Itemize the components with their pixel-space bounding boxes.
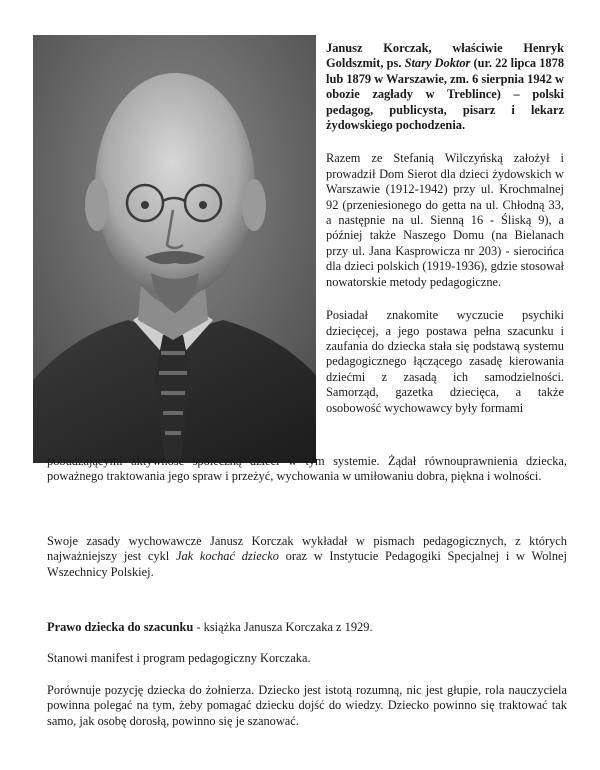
works-before: Swoje zasady wychowawcze Janusz Korczak wykładał w pismach pedagogicznych, z których najważniejszy jest cykl	[47, 534, 567, 564]
biography-column	[326, 41, 564, 434]
intuition-paragraph: Posiadał znakomite wyczucie psychiki dziecięcej, a jego postawa pełna szacunku i zaufania do dziecka stała się podstawą systemu pedagogicznego łączącego zasadę kierowania dziećmi z zasadą ich samodzielności. Samorząd, gazetka dziecięca, a także osobowość wychowawcy były formami	[326, 308, 564, 415]
works-paragraph	[47, 534, 567, 580]
book-title-cycle: Jak kochać dziecko	[175, 549, 279, 564]
biography-lead	[326, 41, 564, 133]
lead-part-b: (ur. 22 lipca 1878 lub 1879 w Warszawie, zm. 6 sierpnia 1942 w obozie zagłady w Treblince) – polski pedagog, publicysta, pisarz i lekarz żydowskiego pochodzenia.	[326, 56, 565, 133]
works-after: oraz w Instytucie Pedagogiki Specjalnej i w Wolnej Wszechnicy Polskiej.	[47, 549, 568, 579]
portrait-photo	[33, 35, 316, 463]
intuition-paragraph-continued: pobudzającymi aktywność społeczną dzieci w tym systemie. Żądał równouprawnienia dziecka, poważnego traktowania jego spraw i przeżyć, wychowania w umiłowaniu dobra, piękna i wolności.	[47, 454, 567, 484]
comparison-paragraph: Porównuje pozycję dziecka do żołnierza. Dziecko jest istotą rozumną, nic jest głupie, rola nauczyciela powinna polegać na tym, żeby pomagać dziecku dojść do wiedzy. Dziecko powinno się traktować tak samo, jak osobę dorosłą, powinno się je szanować.	[47, 683, 567, 728]
pseudonym: Stary Doktor	[404, 56, 471, 71]
manifest-paragraph: Stanowi manifest i program pedagogiczny Korczaka.	[47, 651, 311, 665]
book-title: Prawo dziecka do szacunku	[47, 620, 194, 634]
book-heading-paragraph	[47, 620, 567, 635]
orphanage-paragraph: Razem ze Stefanią Wilczyńską założył i prowadził Dom Sierot dla dzieci żydowskich w Warszawie (1912-1942) przy ul. Krochmalnej 92 (przeniesionego do getta na ul. Chłodną 33, a następnie na ul. Sienną 16 - Śliską 9), a później także Naszego Domu (na Bielanach przy ul. Jana Kasprowicza nr 203) - sierocińca dla dzieci polskich (1919-1936), gdzie stosował nowatorskie metody pedagogiczne.	[326, 151, 564, 289]
person-name: Janusz Korczak	[326, 41, 429, 55]
lead-part-a: , właściwie Henryk Goldszmit, ps.	[326, 41, 564, 71]
book-description: - książka Janusza Korczaka z 1929.	[193, 620, 373, 634]
portrait-image	[33, 35, 316, 463]
